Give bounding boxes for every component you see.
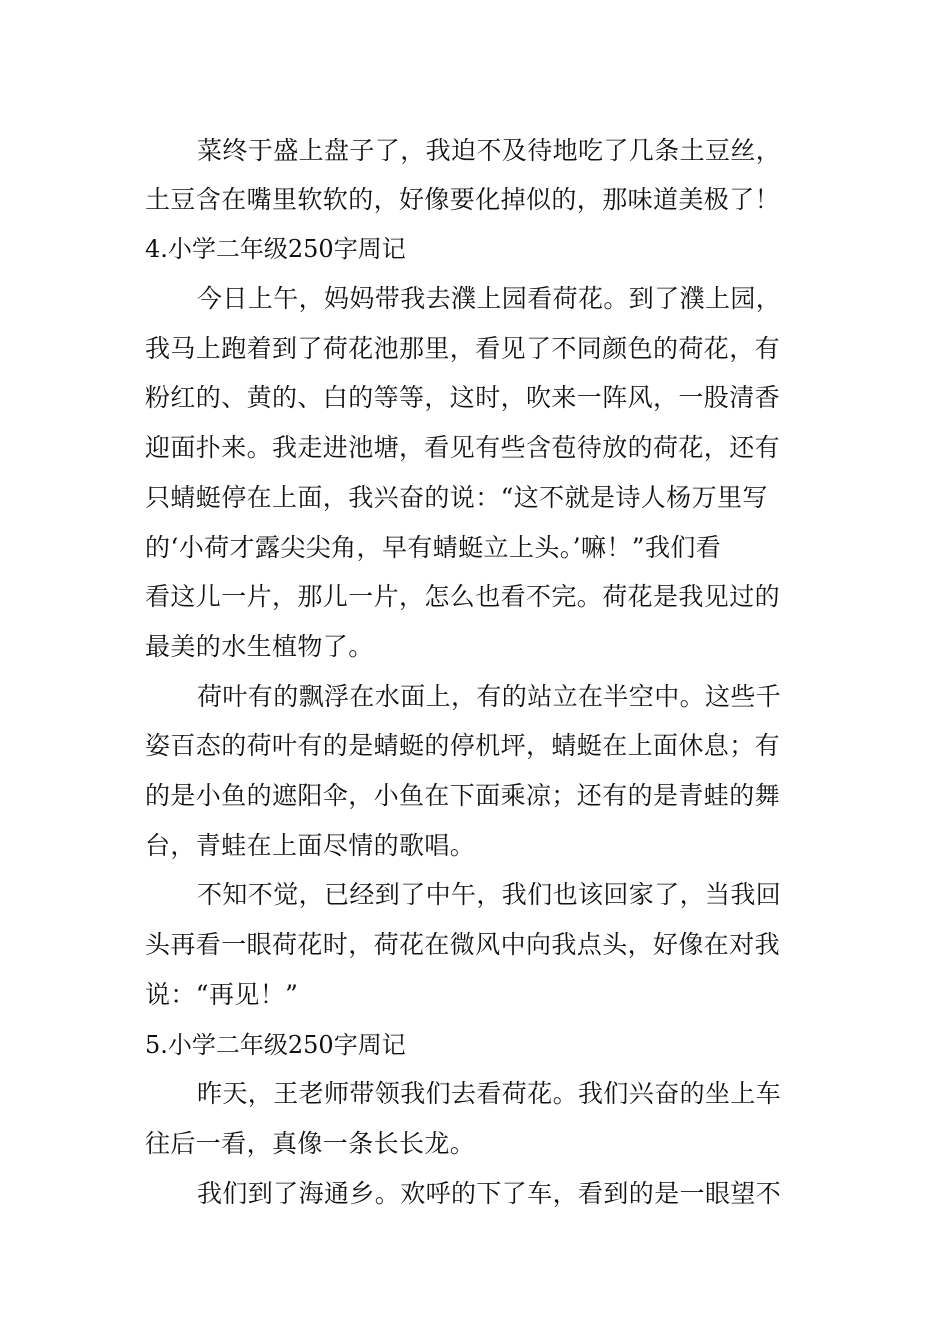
paragraph-line: 昨天，王老师带领我们去看荷花。我们兴奋的坐上车 [197,1079,782,1108]
paragraph-line: 只蜻蜓停在上面，我兴奋的说：“这不就是诗人杨万里写 [145,483,768,512]
paragraph-line: 粉红的、黄的、白的等等，这时，吹来一阵风，一股清香 [145,383,781,412]
section-4-heading: 4.小学二年级250字周记 [145,235,406,263]
paragraph-line: 我马上跑着到了荷花池那里，看见了不同颜色的荷花，有 [145,334,781,363]
paragraph-line: 菜终于盛上盘子了，我迫不及待地吃了几条土豆丝， [197,136,782,165]
paragraph-line: 我们到了海通乡。欢呼的下了车，看到的是一眼望不 [197,1179,782,1208]
paragraph-line: 土豆含在嘴里软软的，好像要化掉似的，那味道美极了！ [145,185,781,214]
paragraph-line: 荷叶有的飘浮在水面上，有的站立在半空中。这些千 [197,682,782,711]
paragraph-line: 头再看一眼荷花时，荷花在微风中向我点头，好像在对我 [145,930,781,959]
paragraph-line: 看这儿一片，那儿一片，怎么也看不完。荷花是我见过的 [145,582,781,611]
paragraph-line: 姿百态的荷叶有的是蜻蜓的停机坪，蜻蜓在上面休息；有 [145,731,781,760]
paragraph-line: 台，青蛙在上面尽情的歌唱。 [145,831,476,860]
section-5-heading: 5.小学二年级250字周记 [145,1031,406,1059]
paragraph-line: 的‘小荷才露尖尖角，早有蜻蜓立上头。’嘛！”我们看 [145,533,722,562]
paragraph-line: 说：“再见！” [145,980,299,1009]
paragraph-line: 的是小鱼的遮阳伞，小鱼在下面乘凉；还有的是青蛙的舞 [145,781,781,810]
paragraph-line: 往后一看，真像一条长长龙。 [145,1129,476,1158]
paragraph-line: 今日上午，妈妈带我去濮上园看荷花。到了濮上园， [197,284,782,313]
paragraph-line: 不知不觉，已经到了中午，我们也该回家了，当我回 [197,880,782,909]
paragraph-line: 最美的水生植物了。 [145,632,374,661]
paragraph-line: 迎面扑来。我走进池塘，看见有些含苞待放的荷花，还有 [145,433,781,462]
